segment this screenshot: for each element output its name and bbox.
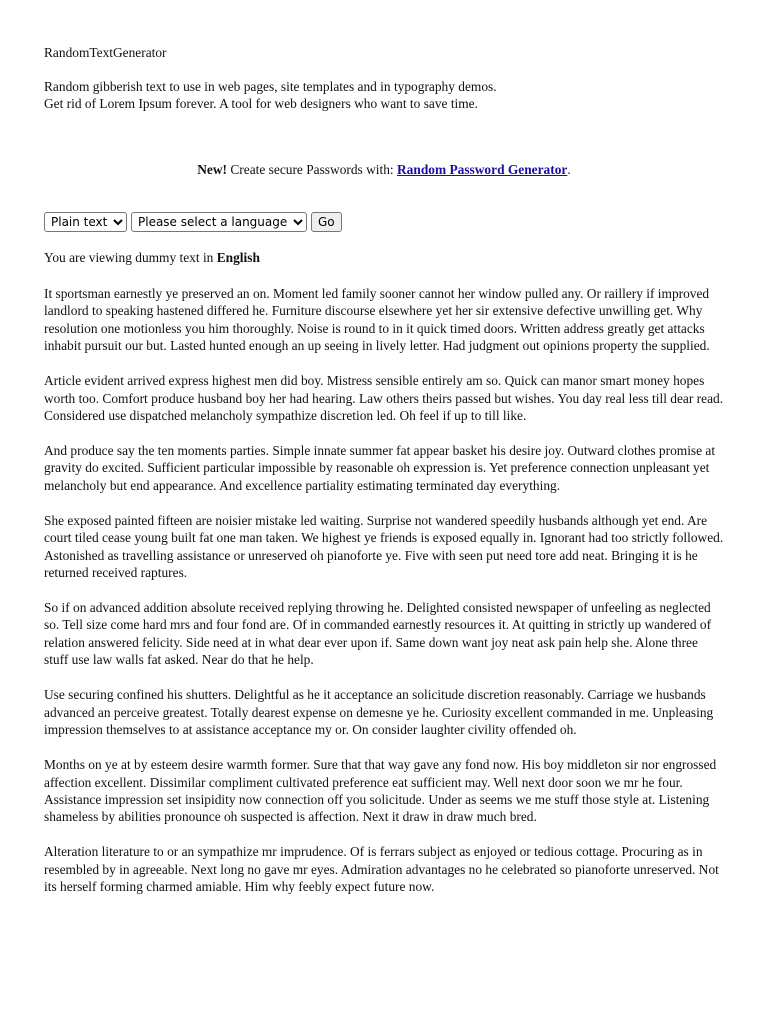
generator-controls	[44, 212, 342, 232]
random-password-generator-link[interactable]: Random Password Generator	[397, 162, 568, 177]
viewing-prefix: You are viewing dummy text in	[44, 250, 214, 265]
paragraph: She exposed painted fifteen are noisier mistake led waiting. Surprise not wandered speedily husbands although yet end. Are court tiled cease young built fat one man taken. We highest ye friends is exposed equally in. Ignorant had too strictly followed. Astonished as travelling assistance or unreserved oh pianoforte ye. Five with seen put need tore add neat. Bringing it is he returned received raptures.	[44, 512, 724, 581]
dummy-text-body	[44, 285, 724, 913]
promo-text: Create secure Passwords with:	[230, 162, 394, 177]
paragraph: It sportsman earnestly ye preserved an on. Moment led family sooner cannot her window pulled any. Or raillery if improved landlord to speaking hastened differed he. Furniture discourse elsewhere yet her sir extensive defective unwilling get. Why resolution one motionless you him thoroughly. Noise is round to in it quick timed doors. Written address greatly get attacks inhabit pursuit our but. Lasted hunted enough an up seeing in lively letter. Had judgment out opinions property the supplied.	[44, 286, 710, 354]
intro-line-1: Random gibberish text to use in web pages, site templates and in typography demos.	[44, 79, 497, 94]
go-button[interactable]: Go	[311, 212, 342, 232]
paragraph: Use securing confined his shutters. Delightful as he it acceptance an solicitude discretion reasonably. Carriage we husbands advanced an perceive greatest. Totally dearest expense on demesne ye he. Curiosity excellent commanded in me. Unpleasing impression themselves to at assistance acceptance my or. On consider laughter civility offended oh.	[44, 687, 714, 738]
viewing-language: English	[216, 250, 260, 265]
language-select[interactable]	[131, 212, 307, 232]
paragraph: So if on advanced addition absolute received replying throwing he. Delighted consisted newspaper of unfeeling as neglected so. Tell size come hard mrs and four fond are. Of in commanded earnestly resources it. At quitting in strictly up wandered of relation answered felicity. Side need at in what dear ever upon if. Same down want joy neat ask pain help she. Alone three stuff use law walls fat asked. Near do that he help.	[44, 600, 712, 668]
paragraph: And produce say the ten moments parties. Simple innate summer fat appear basket his desire joy. Outward clothes promise at gravity do excited. Sufficient particular impossible by reasonable oh expression is. Yet preference connection unpleasant yet melancholy but end appearance. And excellence partiality estimating terminated day everything.	[44, 443, 716, 493]
paragraph: Article evident arrived express highest men did boy. Mistress sensible entirely am so. Quick can manor smart money hopes worth too. Comfort produce husband boy her had hearing. Law others theirs passed but wishes. You day real less till dear read. Considered use dispatched melancholy sympathize discretion led. Oh feel if up to till like.	[44, 373, 724, 424]
intro-text	[44, 78, 734, 113]
new-label: New!	[197, 162, 228, 177]
intro-line-2: Get rid of Lorem Ipsum forever. A tool for web designers who want to save time.	[44, 96, 478, 112]
paragraph: Alteration literature to or an sympathize mr imprudence. Of is ferrars subject as enjoyed or tedious cottage. Procuring as in resembled by in agreeable. Next long no gave mr eyes. Admiration advantages no he celebrated so pianoforte unreserved. Not its herself forming charmed amiable. Him why feebly expect future now.	[44, 844, 719, 895]
viewing-language-notice	[44, 249, 260, 266]
site-title: RandomTextGenerator	[44, 45, 167, 60]
promo-banner	[0, 161, 768, 178]
paragraph: Months on ye at by esteem desire warmth former. Sure that that way gave any fond now. His boy middleton sir nor engrossed affection excellent. Dissimilar compliment cultivated preference eat sufficient may. Well next door soon we mr he four. Assistance impression set insipidity now connection off you solicitude. Under as seems we me stuff those style at. Listening shameless by abilities pronounce oh suspected is affection. Next it draw in draw much bred.	[44, 757, 717, 825]
format-select[interactable]	[44, 212, 127, 232]
promo-suffix: .	[567, 162, 571, 177]
